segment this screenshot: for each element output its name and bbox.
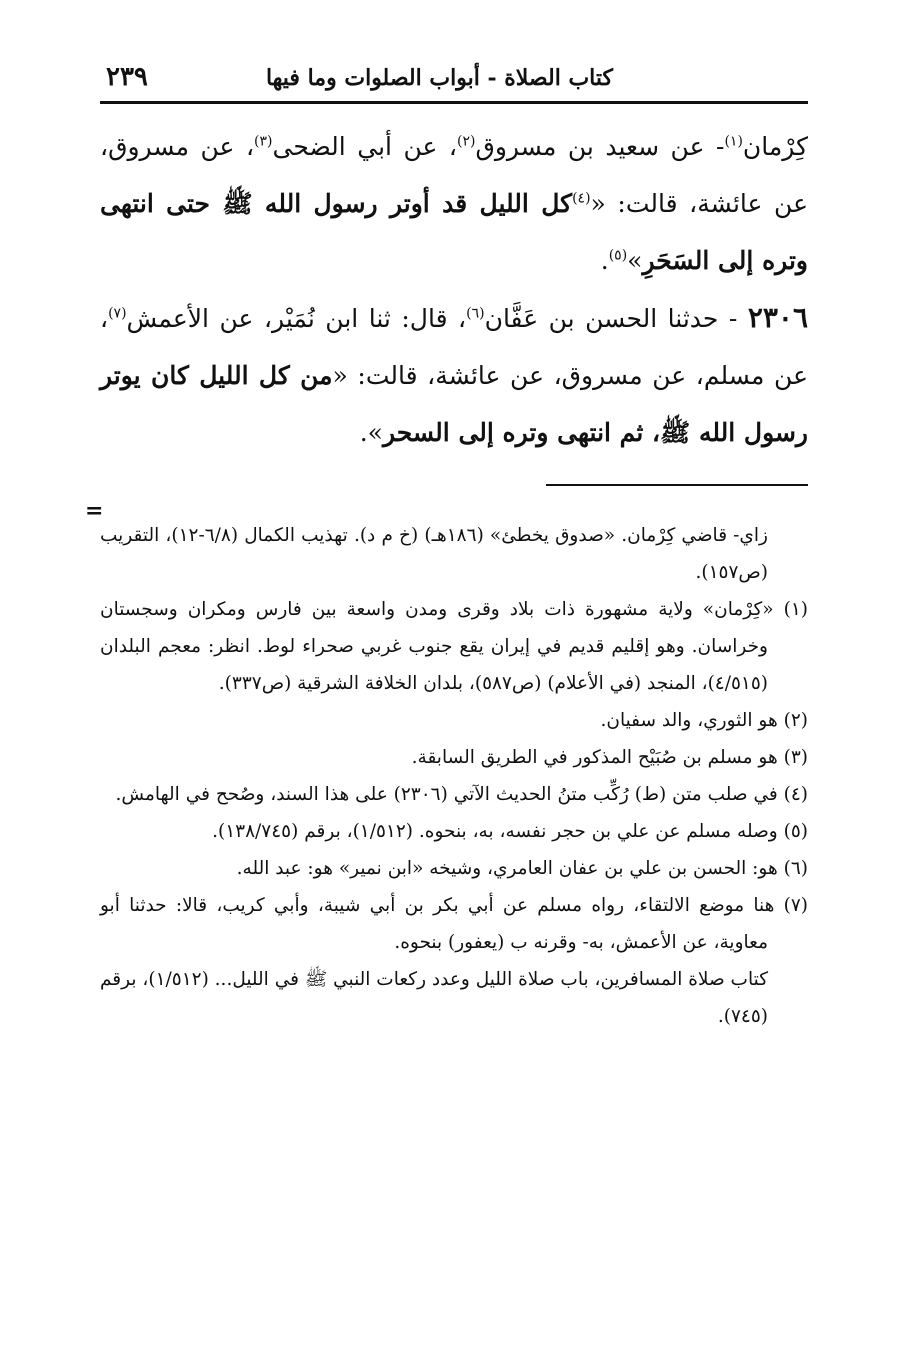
text-span: - عن سعيد بن مسروق — [475, 132, 725, 161]
footnote-7 — [100, 887, 808, 961]
footnote-text: هو: الحسن بن علي بن عفان العامري، وشيخه «ابن نمير» هو: عبد الله. — [236, 858, 778, 879]
text-span: » — [627, 246, 643, 275]
footnote-ref: (٢) — [456, 133, 476, 150]
footnote-number: (٧) — [783, 895, 809, 916]
footnote-7-continuation: كتاب صلاة المسافرين، باب صلاة الليل وعدد ركعات النبي ﷺ في الليل... (١/٥١٢)، برقم (٧٤٥). — [100, 969, 768, 1027]
main-text — [100, 118, 808, 461]
footnote-ref: (١) — [724, 133, 743, 150]
footnote-number: (٦) — [783, 858, 808, 879]
footnote-text: هو الثوري، والد سفيان. — [600, 710, 778, 731]
footnote-3 — [100, 739, 808, 776]
hadith-quote: كل الليل قد أوتر رسول الله ﷺ حتى انتهى وتره إلى السَحَرِ — [100, 189, 808, 275]
text-span: كِرْمان — [742, 132, 808, 161]
footnote-text: وصله مسلم عن علي بن حجر نفسه، به، بنحوه. (١/٥١٢)، برقم (١٣٨/٧٤٥). — [212, 821, 778, 842]
page-number: ٢٣٩ — [106, 62, 148, 92]
footnote-ref: (٣) — [254, 133, 273, 150]
hadith-quote: من كل الليل كان يوتر رسول الله ﷺ، ثم انتهى وتره إلى السحر — [100, 361, 808, 447]
header-rule — [100, 101, 808, 104]
footnote-1 — [100, 591, 808, 702]
running-title: كتاب الصلاة - أبواب الصلوات وما فيها — [265, 65, 613, 91]
hadith-2306 — [100, 289, 808, 461]
text-span: - حدثنا الحسن بن عَفَّان — [484, 304, 748, 333]
hadith-continuation — [100, 118, 808, 289]
footnote-ref: (٥) — [608, 247, 628, 264]
text-span: ، عن مسلم، عن مسروق، عن عائشة، قالت: « — [100, 304, 808, 390]
text-span: . — [600, 246, 609, 275]
hadith-number: ٢٣٠٦ — [747, 301, 808, 334]
footnote-ref: (٧) — [108, 305, 127, 322]
text-span: ، قال: ثنا ابن نُمَيْر، عن الأعمش — [126, 304, 467, 333]
footnote-text: «كِرْمان» ولاية مشهورة ذات بلاد وقرى ومدن واسعة بين فارس ومكران وسجستان وخراسان. وهو إقليم قديم في إيران يقع جنوب غربي صحراء لوط. انظر: معجم البلدان (٤/٥١٥)، المنجد (في الأعلام) (ص٥٨٧)، بلدان الخلافة الشرقية (ص٣٣٧). — [100, 599, 774, 694]
footnote-5 — [100, 813, 808, 850]
text-span: ». — [359, 418, 383, 447]
footnote-2 — [100, 702, 808, 739]
footnote-text: في صلب متن (ط) رُكِّب متنُ الحديث الآتي (٢٣٠٦) على هذا السند، وصُحح في الهامش. — [115, 784, 778, 805]
footnotes — [100, 517, 808, 1035]
footnote-ref: (٤) — [572, 190, 591, 207]
footnote-text: هنا موضع الالتقاء، رواه مسلم عن أبي بكر بن أبي شيبة، وأبي كريب، قالا: حدثنا أبو معاوية، عن الأعمش، به- وقرنه ب (يعفور) بنحوه. — [100, 895, 775, 953]
footnote-4 — [100, 776, 808, 813]
footnote-number: (٣) — [783, 747, 808, 768]
footnote-ref: (٦) — [466, 305, 485, 322]
footnote-6 — [100, 850, 808, 887]
footnote-number: (٥) — [783, 821, 808, 842]
continuation-mark: = — [85, 498, 104, 524]
footnote-number: (١) — [783, 599, 808, 620]
footnote-text: هو مسلم بن صُبَيْح المذكور في الطريق السابقة. — [411, 747, 778, 768]
footnote-separator — [546, 484, 808, 486]
footnote-continuation: زاي- قاضي كِرْمان. «صدوق يخطئ» (١٨٦هـ) (خ م د). تهذيب الكمال (٦/٨-١٢)، التقريب (ص١٥٧). — [100, 525, 768, 583]
page-header — [100, 62, 808, 98]
footnote-number: (٢) — [783, 710, 808, 731]
footnote-number: (٤) — [783, 784, 808, 805]
text-span: ، عن مسروق، عن عائشة، قالت: « — [100, 132, 809, 218]
text-span: ، عن أبي الضحى — [272, 132, 457, 161]
